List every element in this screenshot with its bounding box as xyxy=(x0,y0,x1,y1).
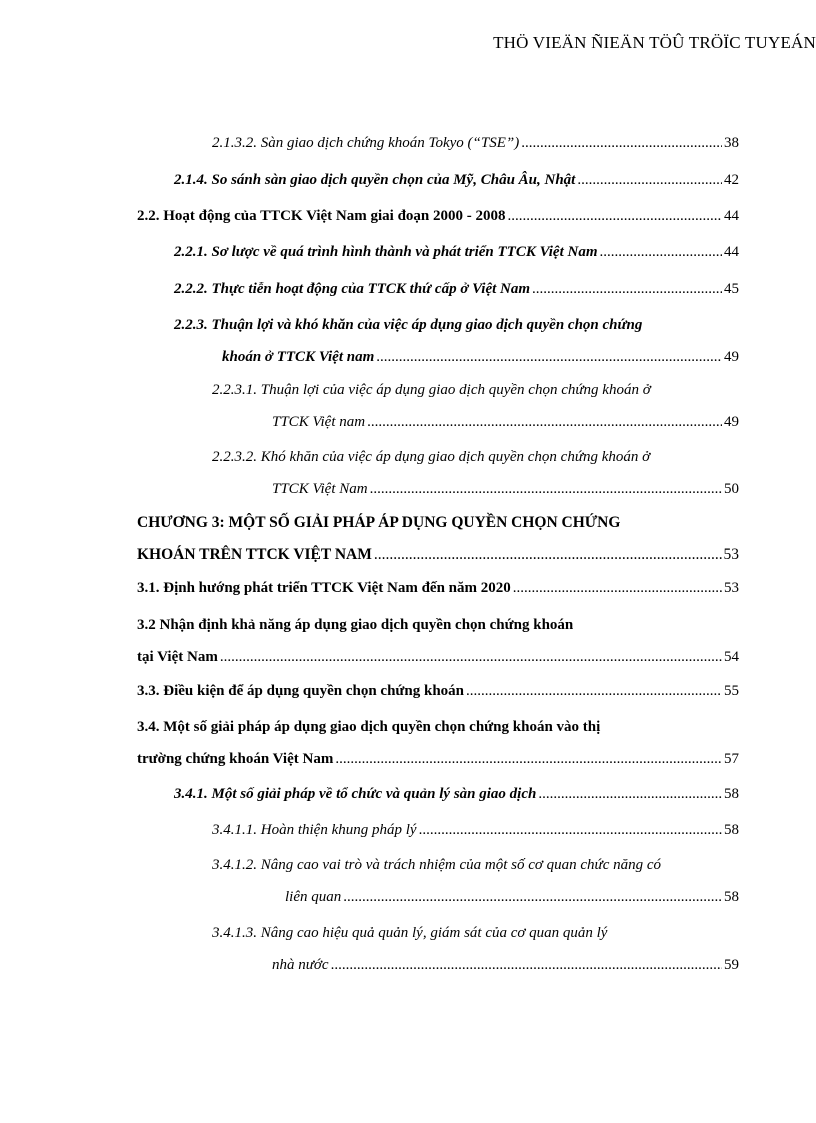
leader-dots xyxy=(370,479,722,499)
toc-entry xyxy=(174,242,739,262)
leader-dots xyxy=(331,955,722,975)
toc-entry xyxy=(212,447,739,499)
toc-page-number: 57 xyxy=(724,751,739,767)
toc-entry-title: 3.4.1. Một số giải pháp về tổ chức và quản lý sàn giao dịch xyxy=(174,786,537,802)
toc-page-number: 58 xyxy=(724,786,739,802)
toc-page-number: 44 xyxy=(724,208,739,224)
toc-entry xyxy=(212,380,739,432)
toc-entry-title: 2.2.3.1. Thuận lợi của việc áp dụng giao dịch quyền chọn chứng khoán ở xyxy=(212,382,651,398)
toc-page-number: 58 xyxy=(724,889,739,905)
toc-entry xyxy=(174,279,739,299)
toc-entry-title-cont: khoán ở TTCK Việt nam xyxy=(222,349,375,365)
toc-page-number: 59 xyxy=(724,957,739,973)
toc-entry-title: 2.2. Hoạt động của TTCK Việt Nam giai đoạn 2000 - 2008 xyxy=(137,208,506,224)
leader-dots xyxy=(600,242,722,262)
toc-page-number: 42 xyxy=(724,172,739,188)
toc-entry-title: 3.4. Một số giải pháp áp dụng giao dịch quyền chọn chứng khoán vào thị xyxy=(137,719,601,735)
leader-dots xyxy=(532,279,722,299)
toc-page-number: 53 xyxy=(723,546,739,563)
toc-entry xyxy=(174,315,739,367)
page-header: THÖ VIEÄN ÑIEÄN TÖÛ TRÖÏC TUYEÁN xyxy=(493,33,816,52)
leader-dots xyxy=(521,133,722,153)
toc-entry-title: 3.1. Định hướng phát triển TTCK Việt Nam đến năm 2020 xyxy=(137,580,511,596)
leader-dots xyxy=(508,206,722,226)
toc-entry-title: 3.4.1.3. Nâng cao hiệu quả quản lý, giám sát của cơ quan quản lý xyxy=(212,925,608,941)
toc-entry-title: 2.1.3.2. Sàn giao dịch chứng khoán Tokyo (“TSE”) xyxy=(212,135,520,151)
toc-entry xyxy=(174,170,739,190)
toc-entry-title: 2.2.1. Sơ lược về quá trình hình thành và phát triển TTCK Việt Nam xyxy=(174,244,598,260)
leader-dots xyxy=(466,681,722,701)
toc-entry-title: CHƯƠNG 3: MỘT SỐ GIẢI PHÁP ÁP DỤNG QUYỀN CHỌN CHỨNG xyxy=(137,514,621,531)
toc-entry-title-cont: TTCK Việt Nam xyxy=(272,481,368,497)
toc-page-number: 44 xyxy=(724,244,739,260)
toc-entry-title: 3.2 Nhận định khả năng áp dụng giao dịch quyền chọn chứng khoán xyxy=(137,617,574,633)
toc-entry xyxy=(137,615,739,667)
toc-page-number: 58 xyxy=(724,822,739,838)
toc-entry-title: 3.4.1.1. Hoàn thiện khung pháp lý xyxy=(212,822,417,838)
toc-entry xyxy=(212,855,739,907)
toc-page-number: 49 xyxy=(724,349,739,365)
leader-dots xyxy=(538,784,722,804)
leader-dots xyxy=(419,820,722,840)
toc-entry-title: 2.1.4. So sánh sàn giao dịch quyền chọn của Mỹ, Châu Âu, Nhật xyxy=(174,172,576,188)
toc-entry-title: 2.2.2. Thực tiễn hoạt động của TTCK thứ cấp ở Việt Nam xyxy=(174,281,531,297)
toc-page-number: 53 xyxy=(724,580,739,596)
leader-dots xyxy=(220,647,722,667)
toc-entry xyxy=(212,820,739,840)
toc-entry xyxy=(212,133,739,153)
leader-dots xyxy=(343,887,722,907)
toc-entry-title: 2.2.3.2. Khó khăn của việc áp dụng giao dịch quyền chọn chứng khoán ở xyxy=(212,449,651,465)
toc-entry xyxy=(137,717,739,769)
toc-page-number: 50 xyxy=(724,481,739,497)
toc-entry-title-cont: tại Việt Nam xyxy=(137,649,218,665)
leader-dots xyxy=(376,347,722,367)
toc-entry-title-cont: liên quan xyxy=(285,889,342,905)
toc-entry-title: 3.4.1.2. Nâng cao vai trò và trách nhiệm của một số cơ quan chức năng có xyxy=(212,857,662,873)
toc-page-number: 45 xyxy=(724,281,739,297)
toc-entry-title-cont: nhà nước xyxy=(272,957,329,973)
toc-entry xyxy=(212,923,739,975)
toc-entry xyxy=(137,681,739,701)
leader-dots xyxy=(335,749,722,769)
toc-entry xyxy=(137,513,739,565)
toc-entry-title: 2.2.3. Thuận lợi và khó khăn của việc áp dụng giao dịch quyền chọn chứng xyxy=(174,317,643,333)
toc-entry-title-cont: KHOÁN TRÊN TTCK VIỆT NAM xyxy=(137,546,372,563)
toc-entry xyxy=(137,206,739,226)
toc-entry-title-cont: TTCK Việt nam xyxy=(272,414,366,430)
leader-dots xyxy=(374,545,722,565)
toc-page-number: 49 xyxy=(724,414,739,430)
toc-page-number: 54 xyxy=(724,649,739,665)
toc-page-number: 38 xyxy=(724,135,739,151)
toc-entry xyxy=(174,784,739,804)
leader-dots xyxy=(513,578,722,598)
leader-dots xyxy=(577,170,722,190)
leader-dots xyxy=(367,412,722,432)
toc-entry-title-cont: trường chứng khoán Việt Nam xyxy=(137,751,334,767)
toc-page-number: 55 xyxy=(724,683,739,699)
toc-entry-title: 3.3. Điều kiện để áp dụng quyền chọn chứng khoán xyxy=(137,683,465,699)
toc-entry xyxy=(137,578,739,598)
